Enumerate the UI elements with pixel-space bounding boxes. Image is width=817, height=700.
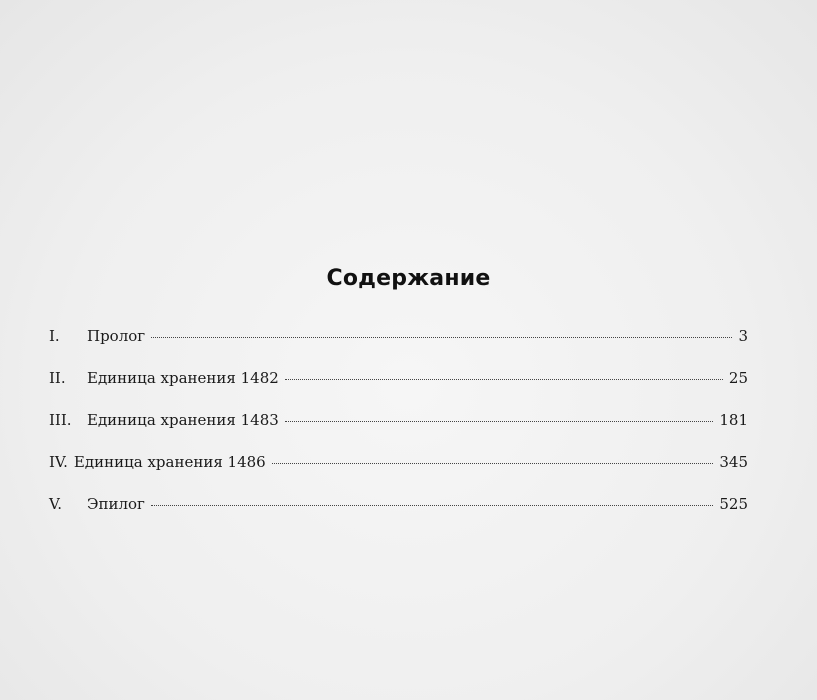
toc-entry-number: V. [49, 495, 62, 513]
toc-entry-epilogue [49, 494, 748, 536]
toc-entry-number: III. [49, 411, 72, 429]
toc-entry-number: II. [49, 369, 66, 387]
toc-entry-page: 525 [719, 495, 748, 513]
toc-entry-unit-1483 [49, 410, 748, 452]
dot-leader [285, 421, 714, 422]
dot-leader [285, 379, 723, 380]
toc-entry-page: 345 [719, 453, 748, 471]
contents-heading: Содержание [326, 266, 491, 291]
toc-entry-page: 181 [719, 411, 748, 429]
table-of-contents [49, 326, 748, 536]
toc-entry-page: 3 [738, 327, 748, 345]
toc-entry-number: IV. [49, 453, 68, 471]
toc-entry-title: Эпилог [87, 495, 145, 513]
dot-leader [151, 505, 713, 506]
toc-entry-title: Пролог [87, 327, 146, 345]
dot-leader [272, 463, 714, 464]
toc-entry-title: Единица хранения 1483 [87, 411, 279, 429]
toc-entry-title: Единица хранения 1482 [87, 369, 279, 387]
toc-entry-unit-1486 [49, 452, 748, 494]
toc-entry-title: Единица хранения 1486 [73, 453, 266, 471]
toc-entry-prologue [49, 326, 748, 368]
toc-entry-unit-1482 [49, 368, 748, 410]
toc-entry-number: I. [49, 327, 60, 345]
toc-entry-page: 25 [728, 369, 748, 387]
dot-leader [151, 337, 732, 338]
